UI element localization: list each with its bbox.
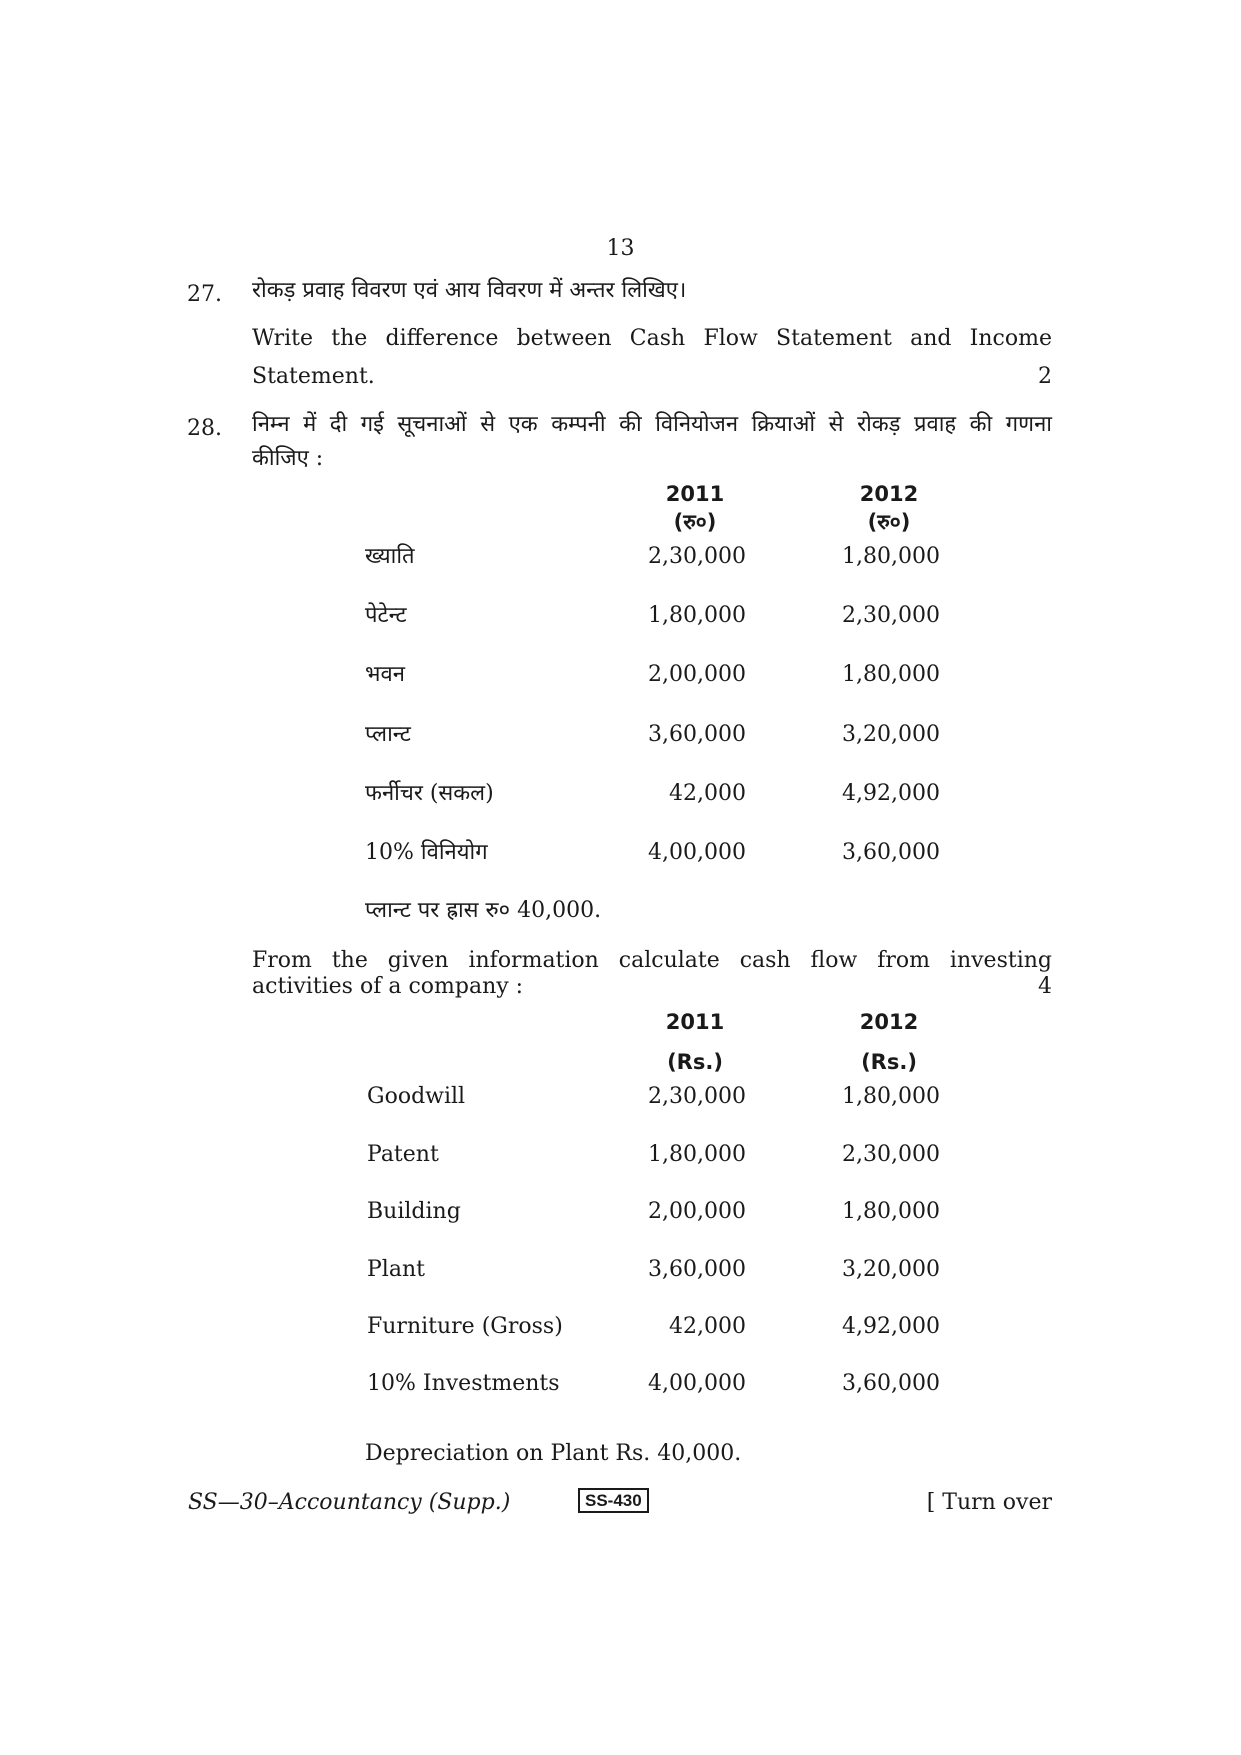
hindi-row-2011: 4,00,000 [648, 840, 746, 865]
hindi-table-col1-unit: (रु०) [673, 510, 717, 534]
english-table-col2-year: 2012 [859, 1010, 919, 1034]
q27-hindi: रोकड़ प्रवाह विवरण एवं आय विवरण में अन्तर लिखिए। [252, 278, 687, 303]
hindi-table-col2-year: 2012 [859, 482, 919, 506]
english-row-2012: 3,60,000 [842, 1371, 940, 1396]
english-row-2012: 2,30,000 [842, 1142, 940, 1167]
english-row-2011: 2,00,000 [648, 1199, 746, 1224]
english-row-label: Plant [367, 1257, 425, 1282]
hindi-row-label: फर्नीचर (सकल) [365, 781, 494, 806]
page-number: 13 [606, 236, 635, 261]
hindi-row-label: 10% विनियोग [365, 840, 488, 865]
hindi-row-label: ख्याति [365, 544, 415, 569]
hindi-row-2012: 1,80,000 [842, 544, 940, 569]
footer-badge [578, 1491, 649, 1511]
english-table-col1-year: 2011 [665, 1010, 725, 1034]
hindi-row-2011: 2,00,000 [648, 662, 746, 687]
q28-marks: 4 [1038, 974, 1052, 999]
english-row-2011: 42,000 [669, 1314, 746, 1339]
hindi-row-2012: 3,60,000 [842, 840, 940, 865]
english-row-2012: 3,20,000 [842, 1257, 940, 1282]
hindi-row-2012: 4,92,000 [842, 781, 940, 806]
q27-english-line1: Write the difference between Cash Flow Statement and Income [252, 326, 1052, 351]
footer-paper-code: SS—30–Accountancy (Supp.) [188, 1490, 511, 1515]
english-row-2011: 1,80,000 [648, 1142, 746, 1167]
english-row-label: Goodwill [367, 1084, 466, 1109]
hindi-row-2012: 1,80,000 [842, 662, 940, 687]
hindi-table-col1-year: 2011 [665, 482, 725, 506]
q28-number: 28. [187, 416, 222, 441]
hindi-row-2011: 1,80,000 [648, 603, 746, 628]
english-depreciation-note: Depreciation on Plant Rs. 40,000. [365, 1441, 742, 1466]
hindi-row-label: पेटेन्ट [365, 603, 407, 628]
q28-english-line1: From the given information calculate cash flow from investing [252, 948, 1052, 973]
english-row-label: Furniture (Gross) [367, 1314, 563, 1339]
hindi-row-2011: 3,60,000 [648, 722, 746, 747]
english-row-2011: 2,30,000 [648, 1084, 746, 1109]
english-row-2011: 3,60,000 [648, 1257, 746, 1282]
english-row-2012: 1,80,000 [842, 1199, 940, 1224]
footer-badge-label: SS-430 [578, 1488, 649, 1513]
q27-english-line2: Statement. [252, 364, 375, 389]
english-row-label: Patent [367, 1142, 439, 1167]
q27-number: 27. [187, 282, 222, 307]
hindi-row-2011: 2,30,000 [648, 544, 746, 569]
hindi-depreciation-note: प्लान्ट पर ह्रास रु० 40,000. [365, 898, 602, 923]
english-row-label: 10% Investments [367, 1371, 560, 1396]
hindi-row-2012: 2,30,000 [842, 603, 940, 628]
q28-hindi-line2: कीजिए : [252, 446, 324, 471]
english-row-2012: 4,92,000 [842, 1314, 940, 1339]
hindi-row-2011: 42,000 [669, 781, 746, 806]
english-table-col2-unit: (Rs.) [861, 1050, 917, 1074]
footer-turn-over: [ Turn over [926, 1490, 1052, 1515]
english-table-col1-unit: (Rs.) [667, 1050, 723, 1074]
q27-marks: 2 [1038, 364, 1052, 389]
english-row-label: Building [367, 1199, 461, 1224]
q28-hindi-line1: निम्न में दी गई सूचनाओं से एक कम्पनी की विनियोजन क्रियाओं से रोकड़ प्रवाह की गणना [252, 412, 1052, 437]
english-row-2012: 1,80,000 [842, 1084, 940, 1109]
q28-english-line2: activities of a company : [252, 974, 524, 999]
english-row-2011: 4,00,000 [648, 1371, 746, 1396]
hindi-table-col2-unit: (रु०) [867, 510, 911, 534]
hindi-row-label: प्लान्ट [365, 722, 411, 747]
hindi-row-label: भवन [365, 662, 405, 687]
hindi-row-2012: 3,20,000 [842, 722, 940, 747]
